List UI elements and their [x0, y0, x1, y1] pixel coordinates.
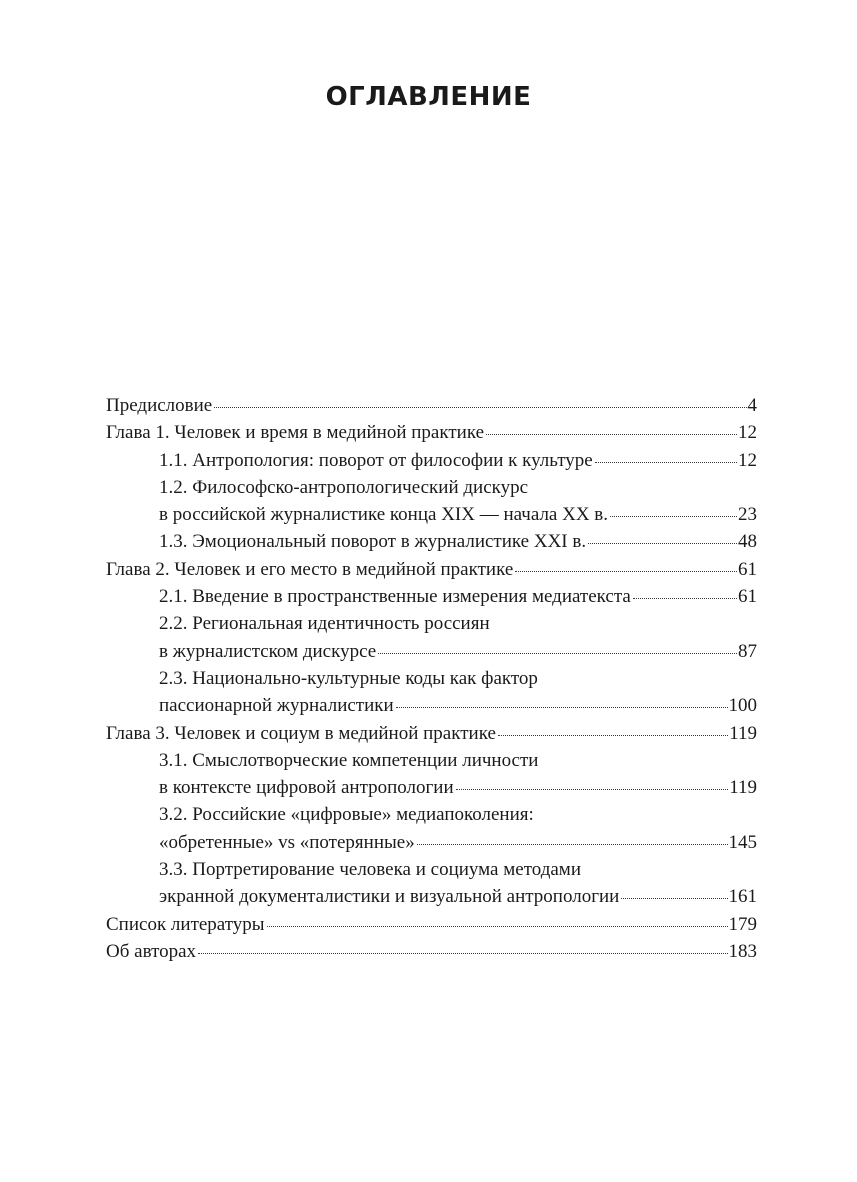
toc-entry-line — [106, 911, 757, 938]
toc-entry-title: 3.3. Портретирование человека и социума методами — [159, 859, 581, 881]
dot-leader — [396, 707, 728, 708]
dot-leader — [214, 407, 746, 408]
toc-entry-title: пассионарной журналистики — [159, 695, 394, 717]
toc-section-entry[interactable] — [106, 583, 757, 610]
dot-leader — [267, 926, 728, 927]
toc-entry-line — [106, 556, 757, 583]
toc-entry-title: Предисловие — [106, 395, 213, 416]
toc-section-entry[interactable] — [106, 801, 757, 856]
toc-entry-line — [106, 720, 757, 747]
toc-entry-line — [106, 474, 757, 501]
toc-section-entry[interactable] — [106, 747, 757, 802]
toc-entry-line — [106, 392, 757, 419]
toc-entry-line — [106, 610, 757, 637]
dot-leader — [588, 543, 737, 544]
dot-leader — [456, 789, 729, 790]
dot-leader — [610, 516, 737, 517]
toc-entry-title: 2.1. Введение в пространственные измерения медиатекста — [159, 586, 631, 608]
toc-entry-line — [106, 856, 757, 883]
toc-page-number: 145 — [728, 831, 757, 853]
toc-page-number: 12 — [738, 422, 757, 444]
toc-entry-line — [106, 938, 757, 965]
toc-entry-title: в журналистском дискурсе — [159, 640, 377, 662]
toc-entry-title: 2.2. Региональная идентичность россиян — [159, 613, 490, 635]
toc-entry-title: в российской журналистике конца XIX — начала XX в. — [159, 504, 609, 526]
dot-leader — [198, 953, 727, 954]
toc-chapter-entry[interactable] — [106, 392, 757, 419]
toc-entry-title: 1.1. Антропология: поворот от философии к культуре — [159, 449, 593, 471]
toc-entry-title: Об авторах — [106, 940, 197, 962]
toc-entry-line — [106, 665, 757, 692]
toc-chapter-entry[interactable] — [106, 911, 757, 938]
toc-entry-line — [106, 528, 757, 555]
toc-chapter-entry[interactable] — [106, 720, 757, 747]
toc-entry-title: 3.1. Смыслотворческие компетенции личности — [159, 749, 539, 771]
toc-page-number: 12 — [738, 449, 757, 471]
toc-page-number: 48 — [738, 531, 757, 553]
toc-entry-title: Глава 3. Человек и социум в медийной практике — [106, 722, 496, 744]
toc-page-number: 161 — [728, 886, 757, 908]
toc-chapter-entry[interactable] — [106, 556, 757, 583]
toc-entry-title: 1.3. Эмоциональный поворот в журналистике XXI в. — [159, 531, 587, 553]
toc-page-number: 4 — [747, 395, 757, 416]
toc-page-number: 179 — [728, 913, 757, 935]
toc-entry-line — [106, 501, 757, 528]
page-title: ОГЛАВЛЕНИЕ — [325, 82, 532, 112]
toc-entry-line — [106, 692, 757, 719]
toc-entry-title: в контексте цифровой антропологии — [159, 777, 454, 799]
toc-page-number: 61 — [738, 558, 757, 580]
toc-entry-title: «обретенные» vs «потерянные» — [159, 831, 415, 853]
toc-section-entry[interactable] — [106, 528, 757, 555]
dot-leader — [486, 434, 737, 435]
dot-leader — [595, 462, 737, 463]
toc-page-number: 87 — [738, 640, 757, 662]
toc-entry-title: 3.2. Российские «цифровые» медиапоколения: — [159, 804, 534, 826]
toc-entry-line — [106, 638, 757, 665]
toc-entry-line — [106, 447, 757, 474]
toc-page-number: 183 — [728, 940, 757, 962]
dot-leader — [498, 735, 728, 736]
toc-section-entry[interactable] — [106, 474, 757, 529]
dot-leader — [515, 571, 737, 572]
toc-entry-title: Список литературы — [106, 913, 265, 935]
toc-entry-line — [106, 419, 757, 446]
toc-section-entry[interactable] — [106, 856, 757, 911]
toc-page-number: 100 — [728, 695, 757, 717]
toc-page-number: 23 — [738, 504, 757, 526]
toc-entry-title: 1.2. Философско-антропологический дискурс — [159, 476, 529, 498]
toc-page-number: 61 — [738, 586, 757, 608]
toc-entry-line — [106, 583, 757, 610]
toc-entry-line — [106, 774, 757, 801]
toc-entry-title: 2.3. Национально-культурные коды как фактор — [159, 667, 538, 689]
dot-leader — [378, 653, 737, 654]
toc-entry-line — [106, 801, 757, 828]
toc-page-number: 119 — [729, 777, 757, 799]
toc-section-entry[interactable] — [106, 447, 757, 474]
dot-leader — [621, 898, 727, 899]
toc-entry-line — [106, 747, 757, 774]
toc-entry-line — [106, 883, 757, 910]
dot-leader — [417, 844, 728, 845]
toc-section-entry[interactable] — [106, 610, 757, 665]
dot-leader — [633, 598, 737, 599]
toc-entry-title: Глава 1. Человек и время в медийной практике — [106, 422, 485, 444]
toc-entry-title: экранной документалистики и визуальной антропологии — [159, 886, 620, 908]
table-of-contents — [106, 392, 757, 965]
toc-section-entry[interactable] — [106, 665, 757, 720]
toc-chapter-entry[interactable] — [106, 938, 757, 965]
toc-entry-title: Глава 2. Человек и его место в медийной практике — [106, 558, 514, 580]
toc-entry-line — [106, 829, 757, 856]
toc-page-number: 119 — [729, 722, 757, 744]
toc-chapter-entry[interactable] — [106, 419, 757, 446]
